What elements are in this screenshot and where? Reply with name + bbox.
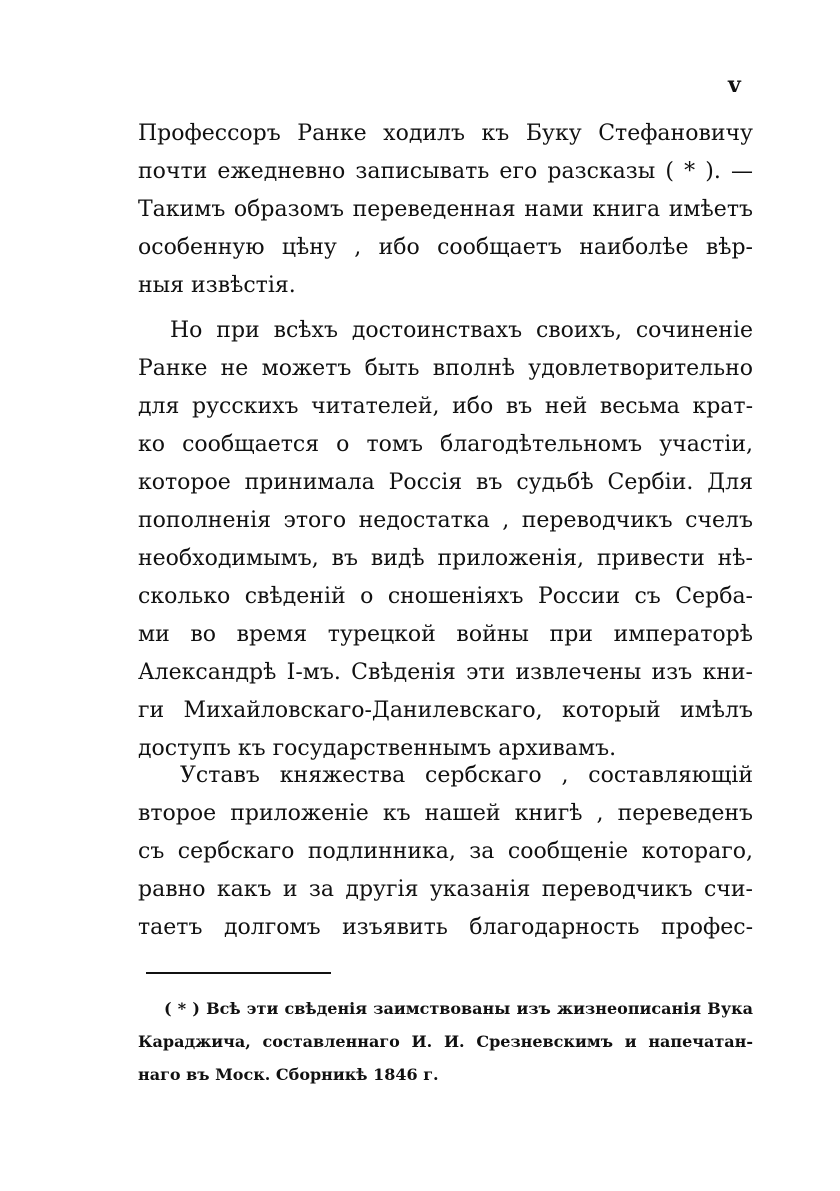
text-line: Но при всѣхъ достоинствахъ своихъ, сочиненіе xyxy=(170,318,753,343)
text-line: ги Михайловскаго-Данилевскаго, который имѣлъ xyxy=(138,698,753,723)
text-line: почти ежедневно записывать его разсказы ( * ). — xyxy=(138,159,753,184)
footnote-line: наго въ Моск. Сборникѣ 1846 г. xyxy=(138,1065,439,1084)
footnote-line: Караджича, составленнаго И. И. Срезневскимъ и напечатан- xyxy=(138,1032,753,1051)
text-line: пополненія этого недостатка , переводчикъ счелъ xyxy=(138,508,753,533)
text-line: Уставъ княжества сербскаго , составляющій xyxy=(180,763,753,788)
paragraph-2 xyxy=(138,312,753,768)
text-line: для русскихъ читателей, ибо въ ней весьма крат- xyxy=(138,394,753,419)
text-line: Такимъ образомъ переведенная нами книга имѣетъ xyxy=(138,197,753,222)
text-line: ко сообщается о томъ благодѣтельномъ участіи, xyxy=(138,432,753,457)
text-line: Александрѣ I-мъ. Свѣденія эти извлечены изъ кни- xyxy=(138,660,753,685)
footnote xyxy=(138,992,753,1091)
page-number: v xyxy=(728,72,741,98)
text-line: Профессоръ Ранке ходилъ къ Буку Стефановичу xyxy=(138,121,753,146)
text-line: которое принимала Россія въ судьбѣ Сербіи. Для xyxy=(138,470,753,495)
text-line: второе приложеніе къ нашей книгѣ , переведенъ xyxy=(138,801,753,826)
footnote-divider xyxy=(146,972,331,974)
text-line: необходимымъ, въ видѣ приложенія, привести нѣ- xyxy=(138,546,753,571)
text-line: ми во время турецкой войны при императорѣ xyxy=(138,622,753,647)
paragraph-1 xyxy=(138,115,753,305)
text-line: равно какъ и за другія указанія переводчикъ счи- xyxy=(138,877,753,902)
text-line: Ранке не можетъ быть вполнѣ удовлетворительно xyxy=(138,356,753,381)
paragraph-3 xyxy=(138,757,753,947)
footnote-line: ( * ) Всѣ эти свѣденія заимствованы изъ жизнеописанія Вука xyxy=(164,999,753,1018)
text-line: съ сербскаго подлинника, за сообщеніе котораго, xyxy=(138,839,753,864)
text-line: сколько свѣденій о сношеніяхъ России съ Серба- xyxy=(138,584,753,609)
text-line: таетъ долгомъ изъявить благодарность профес- xyxy=(138,915,753,940)
text-line: ныя извѣстія. xyxy=(138,273,296,298)
text-line: особенную цѣну , ибо сообщаетъ наиболѣе вѣр- xyxy=(138,235,753,260)
text-line: доступъ къ государственнымъ архивамъ. xyxy=(138,736,617,761)
